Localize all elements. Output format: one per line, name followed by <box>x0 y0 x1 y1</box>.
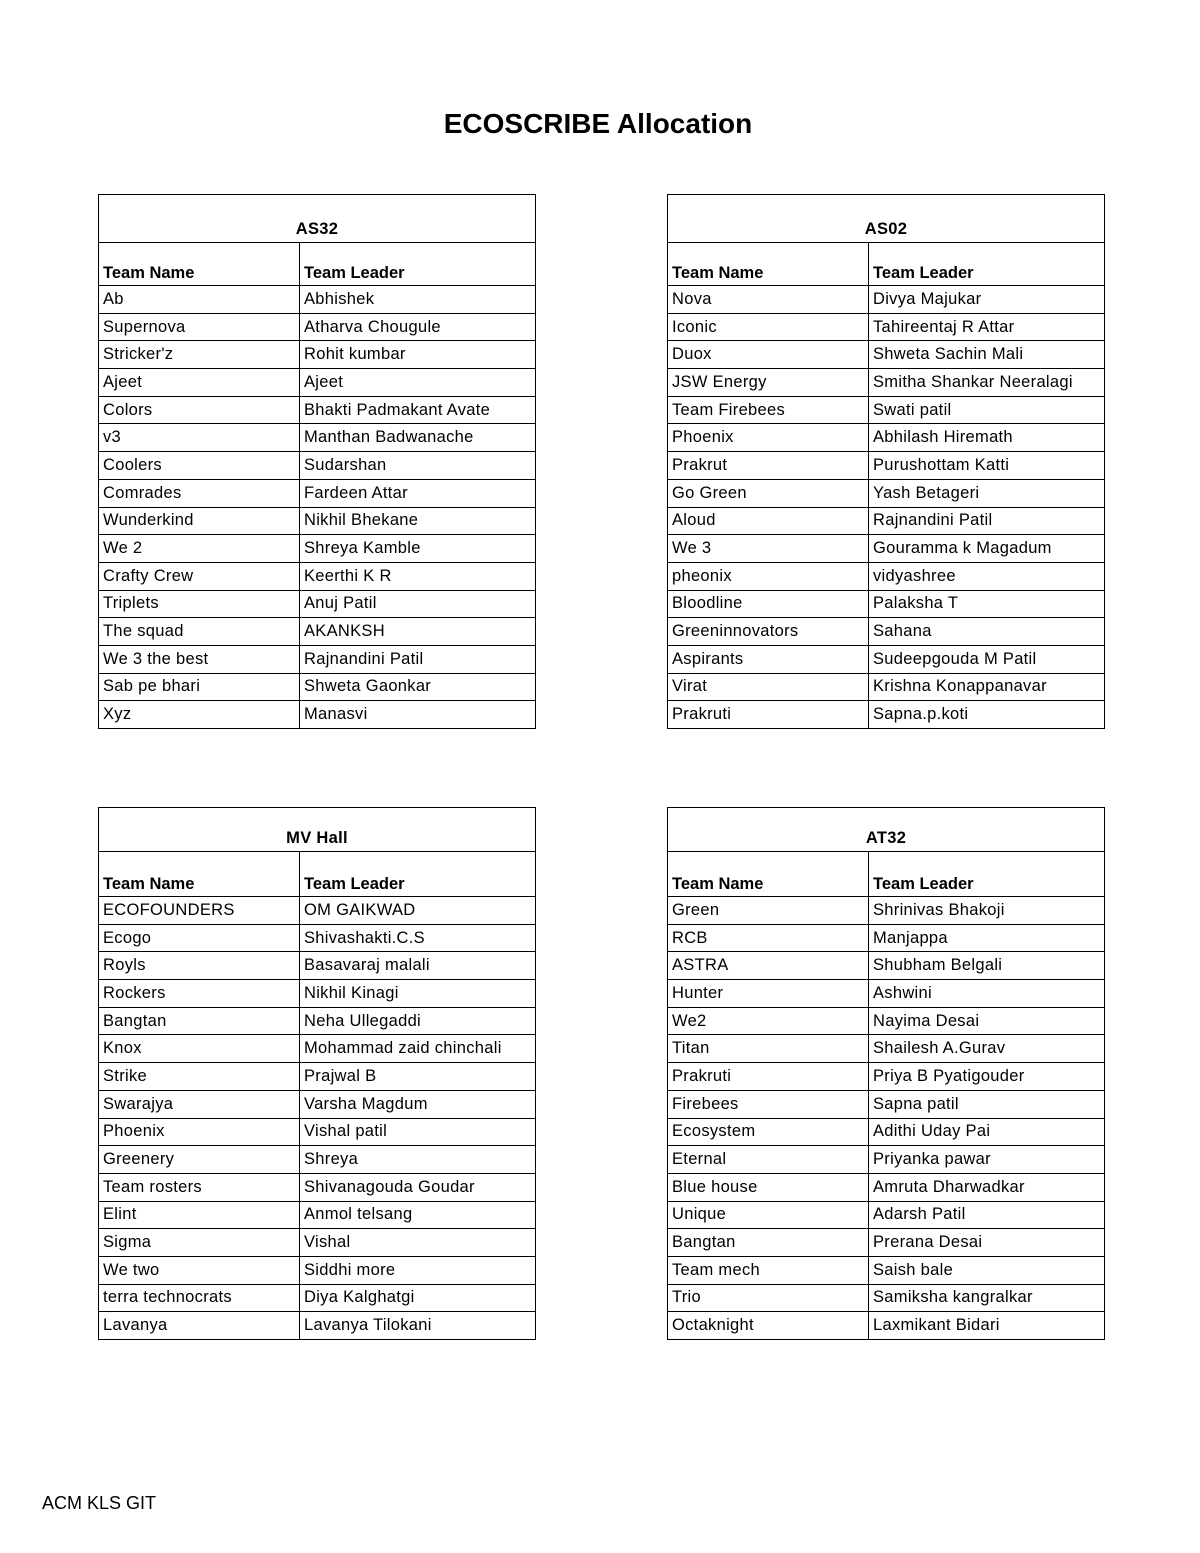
allocation-table-as02 <box>667 194 1105 729</box>
header-row <box>668 852 1105 897</box>
team-name-cell: Triplets <box>99 590 300 618</box>
room-row <box>668 195 1105 243</box>
table-row <box>99 1256 536 1284</box>
team-leader-cell: Divya Majukar <box>869 286 1105 314</box>
team-name-cell: Octaknight <box>668 1312 869 1340</box>
team-name-cell: Phoenix <box>668 424 869 452</box>
team-leader-cell: Rohit kumbar <box>300 341 536 369</box>
team-leader-cell: Shivashakti.C.S <box>300 924 536 952</box>
team-name-cell: Lavanya <box>99 1312 300 1340</box>
allocation-table-mv-hall <box>98 807 536 1340</box>
team-leader-cell: Priya B Pyatigouder <box>869 1063 1105 1091</box>
column-header-team-leader: Team Leader <box>300 243 536 286</box>
column-header-team-name: Team Name <box>99 243 300 286</box>
team-name-cell: Prakruti <box>668 1063 869 1091</box>
table-row <box>99 1118 536 1146</box>
table-row <box>668 618 1105 646</box>
team-name-cell: Crafty Crew <box>99 562 300 590</box>
allocation-table-at32 <box>667 807 1105 1340</box>
team-name-cell: Prakrut <box>668 452 869 480</box>
team-name-cell: Rockers <box>99 980 300 1008</box>
team-name-cell: Firebees <box>668 1090 869 1118</box>
team-name-cell: Aspirants <box>668 645 869 673</box>
table-row <box>99 952 536 980</box>
column-header-team-name: Team Name <box>99 852 300 897</box>
team-leader-cell: vidyashree <box>869 562 1105 590</box>
team-leader-cell: Rajnandini Patil <box>869 507 1105 535</box>
table-row <box>99 924 536 952</box>
column-header-team-leader: Team Leader <box>869 852 1105 897</box>
team-name-cell: Iconic <box>668 313 869 341</box>
team-leader-cell: Prajwal B <box>300 1063 536 1091</box>
table-row <box>668 479 1105 507</box>
team-name-cell: ECOFOUNDERS <box>99 897 300 925</box>
room-name: AS32 <box>99 195 536 243</box>
team-name-cell: Colors <box>99 396 300 424</box>
table-row <box>99 313 536 341</box>
team-name-cell: We 3 the best <box>99 645 300 673</box>
table-row <box>668 980 1105 1008</box>
table-row <box>99 341 536 369</box>
team-name-cell: We two <box>99 1256 300 1284</box>
team-name-cell: Hunter <box>668 980 869 1008</box>
table-row <box>668 897 1105 925</box>
team-leader-cell: Priyanka pawar <box>869 1146 1105 1174</box>
team-leader-cell: Sahana <box>869 618 1105 646</box>
table-row <box>99 645 536 673</box>
team-name-cell: Stricker'z <box>99 341 300 369</box>
table-row <box>668 1007 1105 1035</box>
table-row <box>668 286 1105 314</box>
team-name-cell: Unique <box>668 1201 869 1229</box>
team-name-cell: Ab <box>99 286 300 314</box>
table-row <box>668 507 1105 535</box>
team-leader-cell: Rajnandini Patil <box>300 645 536 673</box>
table-row <box>668 1284 1105 1312</box>
table-row <box>99 1063 536 1091</box>
team-leader-cell: OM GAIKWAD <box>300 897 536 925</box>
table-row <box>99 1007 536 1035</box>
header-row <box>668 243 1105 286</box>
room-name: AS02 <box>668 195 1105 243</box>
column-header-team-name: Team Name <box>668 243 869 286</box>
table-row <box>668 1090 1105 1118</box>
team-name-cell: We 3 <box>668 535 869 563</box>
team-name-cell: Team Firebees <box>668 396 869 424</box>
table-row <box>668 396 1105 424</box>
team-leader-cell: Palaksha T <box>869 590 1105 618</box>
team-name-cell: Wunderkind <box>99 507 300 535</box>
team-name-cell: Eternal <box>668 1146 869 1174</box>
team-leader-cell: Shivanagouda Goudar <box>300 1173 536 1201</box>
column-header-team-leader: Team Leader <box>300 852 536 897</box>
team-leader-cell: Laxmikant Bidari <box>869 1312 1105 1340</box>
table-row <box>99 1173 536 1201</box>
room-row <box>99 195 536 243</box>
team-name-cell: ASTRA <box>668 952 869 980</box>
table-row <box>668 1063 1105 1091</box>
table-row <box>99 424 536 452</box>
team-name-cell: We 2 <box>99 535 300 563</box>
team-leader-cell: Shailesh A.Gurav <box>869 1035 1105 1063</box>
table-row <box>99 897 536 925</box>
team-leader-cell: Abhishek <box>300 286 536 314</box>
team-name-cell: Team rosters <box>99 1173 300 1201</box>
table-row <box>668 1173 1105 1201</box>
team-leader-cell: Sapna.p.koti <box>869 701 1105 729</box>
table-row <box>668 673 1105 701</box>
table-row <box>99 507 536 535</box>
team-leader-cell: Siddhi more <box>300 1256 536 1284</box>
team-name-cell: Phoenix <box>99 1118 300 1146</box>
team-name-cell: Strike <box>99 1063 300 1091</box>
allocation-table-as32 <box>98 194 536 729</box>
table-row <box>99 1146 536 1174</box>
team-name-cell: Trio <box>668 1284 869 1312</box>
team-name-cell: Prakruti <box>668 701 869 729</box>
team-name-cell: Supernova <box>99 313 300 341</box>
team-name-cell: Aloud <box>668 507 869 535</box>
room-name: AT32 <box>668 808 1105 852</box>
table-row <box>99 286 536 314</box>
room-row <box>99 808 536 852</box>
team-leader-cell: Nikhil Kinagi <box>300 980 536 1008</box>
table-row <box>668 1035 1105 1063</box>
table-row <box>99 479 536 507</box>
room-name: MV Hall <box>99 808 536 852</box>
team-leader-cell: Saish bale <box>869 1256 1105 1284</box>
team-leader-cell: Anuj Patil <box>300 590 536 618</box>
team-name-cell: Sigma <box>99 1229 300 1257</box>
team-leader-cell: Adarsh Patil <box>869 1201 1105 1229</box>
table-row <box>668 1229 1105 1257</box>
team-name-cell: Green <box>668 897 869 925</box>
table-row <box>668 535 1105 563</box>
team-leader-cell: Neha Ullegaddi <box>300 1007 536 1035</box>
footer-text: ACM KLS GIT <box>42 1493 157 1513</box>
team-leader-cell: Varsha Magdum <box>300 1090 536 1118</box>
team-name-cell: Ecosystem <box>668 1118 869 1146</box>
table-row <box>99 562 536 590</box>
table-row <box>99 590 536 618</box>
team-leader-cell: Keerthi K R <box>300 562 536 590</box>
table-row <box>668 701 1105 729</box>
team-name-cell: Virat <box>668 673 869 701</box>
team-leader-cell: Nikhil Bhekane <box>300 507 536 535</box>
team-name-cell: Duox <box>668 341 869 369</box>
team-name-cell: We2 <box>668 1007 869 1035</box>
team-leader-cell: Shrinivas Bhakoji <box>869 897 1105 925</box>
team-name-cell: JSW Energy <box>668 369 869 397</box>
table-row <box>99 452 536 480</box>
team-leader-cell: Ajeet <box>300 369 536 397</box>
team-leader-cell: Purushottam Katti <box>869 452 1105 480</box>
team-name-cell: Team mech <box>668 1256 869 1284</box>
team-name-cell: v3 <box>99 424 300 452</box>
team-name-cell: Greenery <box>99 1146 300 1174</box>
team-leader-cell: Manasvi <box>300 701 536 729</box>
team-leader-cell: AKANKSH <box>300 618 536 646</box>
team-name-cell: Blue house <box>668 1173 869 1201</box>
team-leader-cell: Fardeen Attar <box>300 479 536 507</box>
page-title: ECOSCRIBE Allocation <box>443 108 753 139</box>
team-leader-cell: Shubham Belgali <box>869 952 1105 980</box>
table-row <box>668 452 1105 480</box>
team-leader-cell: Sapna patil <box>869 1090 1105 1118</box>
table-row <box>668 562 1105 590</box>
table-row <box>668 1312 1105 1340</box>
table-row <box>668 341 1105 369</box>
table-row <box>668 924 1105 952</box>
team-leader-cell: Bhakti Padmakant Avate <box>300 396 536 424</box>
team-leader-cell: Sudeepgouda M Patil <box>869 645 1105 673</box>
team-name-cell: Swarajya <box>99 1090 300 1118</box>
team-leader-cell: Ashwini <box>869 980 1105 1008</box>
team-leader-cell: Vishal <box>300 1229 536 1257</box>
column-header-team-leader: Team Leader <box>869 243 1105 286</box>
team-leader-cell: Samiksha kangralkar <box>869 1284 1105 1312</box>
table-row <box>668 424 1105 452</box>
team-name-cell: Bloodline <box>668 590 869 618</box>
team-leader-cell: Prerana Desai <box>869 1229 1105 1257</box>
room-row <box>668 808 1105 852</box>
team-name-cell: Coolers <box>99 452 300 480</box>
table-row <box>99 618 536 646</box>
table-row <box>99 396 536 424</box>
team-leader-cell: Tahireentaj R Attar <box>869 313 1105 341</box>
team-name-cell: pheonix <box>668 562 869 590</box>
table-row <box>668 590 1105 618</box>
team-leader-cell: Manthan Badwanache <box>300 424 536 452</box>
team-name-cell: The squad <box>99 618 300 646</box>
team-leader-cell: Shreya Kamble <box>300 535 536 563</box>
table-row <box>668 645 1105 673</box>
team-leader-cell: Anmol telsang <box>300 1201 536 1229</box>
table-row <box>668 313 1105 341</box>
team-name-cell: RCB <box>668 924 869 952</box>
team-leader-cell: Swati patil <box>869 396 1105 424</box>
team-name-cell: Go Green <box>668 479 869 507</box>
team-name-cell: Sab pe bhari <box>99 673 300 701</box>
team-name-cell: Xyz <box>99 701 300 729</box>
table-row <box>99 1284 536 1312</box>
table-row <box>99 1035 536 1063</box>
team-name-cell: Bangtan <box>668 1229 869 1257</box>
table-row <box>668 369 1105 397</box>
team-leader-cell: Shweta Gaonkar <box>300 673 536 701</box>
table-row <box>99 980 536 1008</box>
team-leader-cell: Gouramma k Magadum <box>869 535 1105 563</box>
table-row <box>99 1090 536 1118</box>
team-name-cell: terra technocrats <box>99 1284 300 1312</box>
table-row <box>99 701 536 729</box>
team-leader-cell: Adithi Uday Pai <box>869 1118 1105 1146</box>
team-leader-cell: Abhilash Hiremath <box>869 424 1105 452</box>
team-leader-cell: Vishal patil <box>300 1118 536 1146</box>
team-name-cell: Elint <box>99 1201 300 1229</box>
team-name-cell: Titan <box>668 1035 869 1063</box>
team-name-cell: Ecogo <box>99 924 300 952</box>
team-leader-cell: Lavanya Tilokani <box>300 1312 536 1340</box>
team-leader-cell: Mohammad zaid chinchali <box>300 1035 536 1063</box>
team-name-cell: Nova <box>668 286 869 314</box>
team-leader-cell: Amruta Dharwadkar <box>869 1173 1105 1201</box>
table-row <box>668 952 1105 980</box>
table-row <box>99 1312 536 1340</box>
table-row <box>99 369 536 397</box>
team-leader-cell: Smitha Shankar Neeralagi <box>869 369 1105 397</box>
team-name-cell: Ajeet <box>99 369 300 397</box>
team-leader-cell: Diya Kalghatgi <box>300 1284 536 1312</box>
header-row <box>99 243 536 286</box>
team-leader-cell: Shweta Sachin Mali <box>869 341 1105 369</box>
table-row <box>99 1201 536 1229</box>
table-row <box>99 535 536 563</box>
table-row <box>668 1146 1105 1174</box>
team-name-cell: Royls <box>99 952 300 980</box>
table-row <box>99 673 536 701</box>
team-leader-cell: Manjappa <box>869 924 1105 952</box>
table-row <box>668 1256 1105 1284</box>
table-row <box>668 1118 1105 1146</box>
table-row <box>668 1201 1105 1229</box>
column-header-team-name: Team Name <box>668 852 869 897</box>
team-name-cell: Comrades <box>99 479 300 507</box>
team-leader-cell: Atharva Chougule <box>300 313 536 341</box>
team-leader-cell: Nayima Desai <box>869 1007 1105 1035</box>
team-leader-cell: Shreya <box>300 1146 536 1174</box>
header-row <box>99 852 536 897</box>
team-leader-cell: Krishna Konappanavar <box>869 673 1105 701</box>
team-leader-cell: Yash Betageri <box>869 479 1105 507</box>
table-row <box>99 1229 536 1257</box>
team-name-cell: Knox <box>99 1035 300 1063</box>
team-name-cell: Greeninnovators <box>668 618 869 646</box>
team-leader-cell: Basavaraj malali <box>300 952 536 980</box>
team-leader-cell: Sudarshan <box>300 452 536 480</box>
team-name-cell: Bangtan <box>99 1007 300 1035</box>
